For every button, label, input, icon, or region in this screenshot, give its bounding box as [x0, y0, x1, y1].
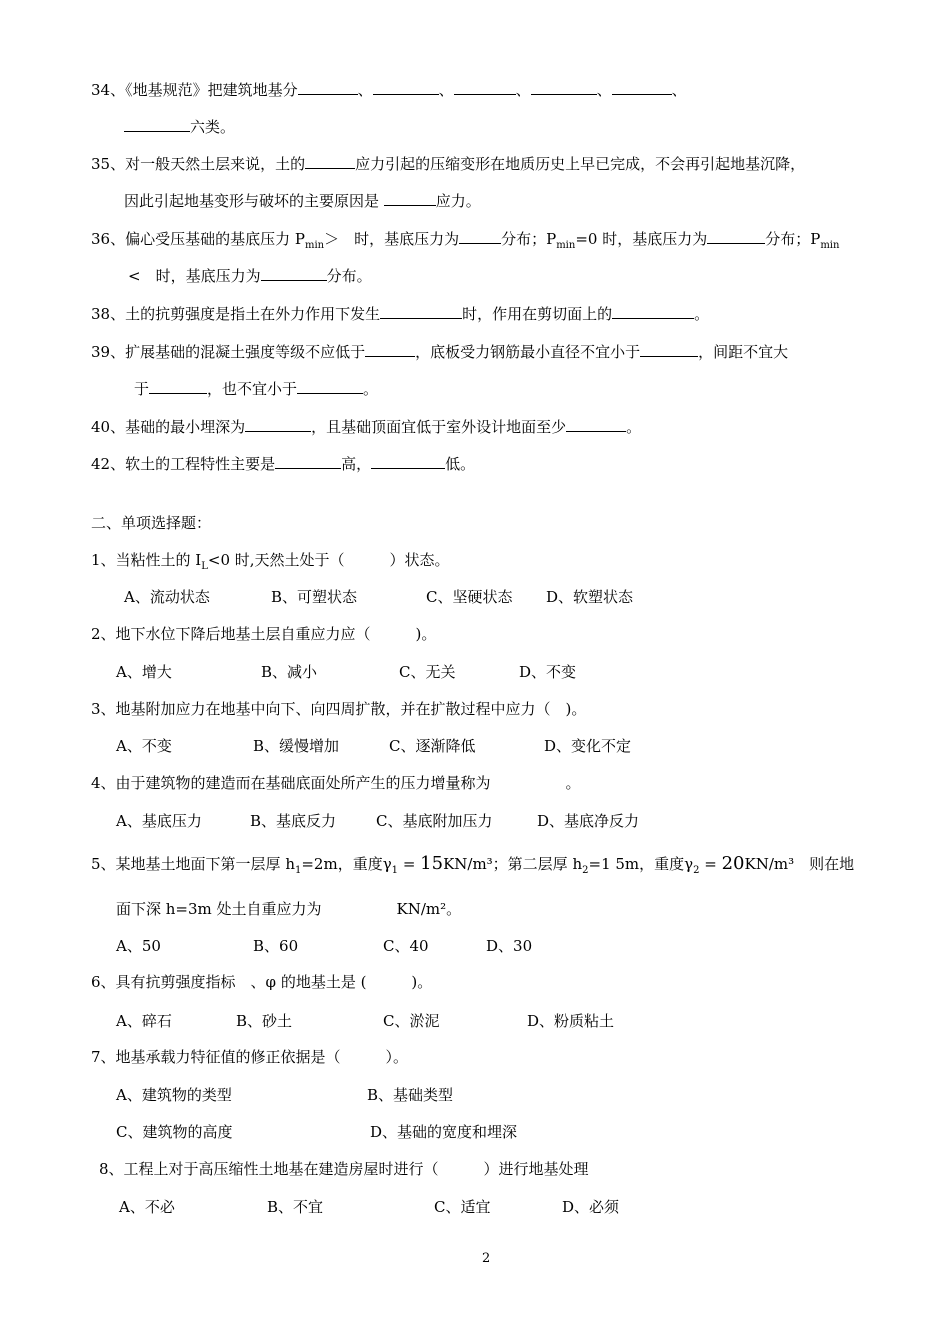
- answer-blank[interactable]: [531, 80, 597, 95]
- answer-blank[interactable]: [261, 266, 327, 281]
- mc-question-1: 1、当粘性土的 $I_L<0$ 时,天然土处于（ ）状态。: [91, 551, 450, 572]
- page-number: 2: [482, 1251, 491, 1266]
- option-c[interactable]: C、无关: [399, 663, 456, 681]
- mc-question-5-line-1: 5、某地基土地面下第一层厚 $h_1=2m$，重度$\gamma_1 = 15KN/m^3$；第二层厚 $h_2=1$ 5m，重度$\gamma_2 = 20KN/m^3$ 则在地: [91, 853, 855, 876]
- mc-question-4: 4、由于建筑物的建造而在基础底面处所产生的压力增量称为 。: [91, 774, 581, 792]
- mc-question-7: 7、地基承载力特征值的修正依据是（ ）。: [91, 1048, 409, 1066]
- section-heading: 二、单项选择题：: [91, 514, 212, 532]
- question-36-line-2: < 时，基底压力为 分布。: [128, 267, 372, 285]
- answer-blank[interactable]: [305, 154, 355, 169]
- answer-blank[interactable]: [298, 80, 358, 95]
- question-35-line-2: 因此引起地基变形与破坏的主要原因是 应力。: [124, 192, 481, 210]
- option-b[interactable]: B、基础类型: [367, 1086, 454, 1104]
- option-c[interactable]: C、逐渐降低: [389, 737, 476, 755]
- option-c[interactable]: C、淤泥: [383, 1012, 440, 1030]
- answer-blank[interactable]: [371, 454, 445, 469]
- answer-blank[interactable]: [707, 229, 765, 244]
- option-d[interactable]: D、基础的宽度和埋深: [370, 1123, 518, 1141]
- option-a[interactable]: A、基底压力: [116, 812, 202, 830]
- option-a[interactable]: A、增大: [116, 663, 172, 681]
- answer-blank[interactable]: [640, 342, 698, 357]
- question-34-line-2: 六类。: [124, 117, 235, 135]
- answer-blank[interactable]: [384, 191, 436, 206]
- option-d[interactable]: D、粉质粘土: [527, 1012, 615, 1030]
- option-d[interactable]: D、软塑状态: [546, 588, 634, 606]
- option-c[interactable]: C、坚硬状态: [426, 588, 513, 606]
- option-b[interactable]: B、不宜: [267, 1198, 324, 1216]
- question-39-line-2: 于 ，也不宜小于 。: [134, 380, 379, 398]
- mc-question-6: 6、具有抗剪强度指标 、φ 的地基土是 ( )。: [91, 973, 433, 991]
- option-c[interactable]: C、建筑物的高度: [116, 1123, 233, 1141]
- question-39-line-1: 39、扩展基础的混凝土强度等级不应低于 ，底板受力钢筋最小直径不宜小于 ，间距不宜大: [91, 343, 789, 361]
- option-d[interactable]: D、基底净反力: [537, 812, 640, 830]
- answer-blank[interactable]: [297, 379, 363, 394]
- option-b[interactable]: B、可塑状态: [271, 588, 358, 606]
- answer-blank[interactable]: [566, 417, 626, 432]
- option-b[interactable]: B、60: [253, 937, 299, 955]
- answer-blank[interactable]: [459, 229, 501, 244]
- option-c[interactable]: C、40: [383, 937, 429, 955]
- option-d[interactable]: D、必须: [562, 1198, 620, 1216]
- answer-blank[interactable]: [612, 304, 694, 319]
- option-a[interactable]: A、流动状态: [124, 588, 210, 606]
- answer-blank[interactable]: [149, 379, 207, 394]
- option-a[interactable]: A、碎石: [116, 1012, 172, 1030]
- mc-question-8: 8、工程上对于高压缩性土地基在建造房屋时进行（ ）进行地基处理: [99, 1160, 589, 1178]
- question-42: 42、软土的工程特性主要是 高， 低。: [91, 455, 476, 473]
- mc-question-5-line-2: 面下深 h=3m 处土自重应力为 KN/m²。: [116, 900, 462, 918]
- question-38: 38、土的抗剪强度是指土在外力作用下发生 时，作用在剪切面上的 。: [91, 305, 710, 323]
- option-c[interactable]: C、适宜: [434, 1198, 491, 1216]
- option-d[interactable]: D、变化不定: [544, 737, 632, 755]
- option-a[interactable]: A、不必: [119, 1198, 175, 1216]
- option-b[interactable]: B、减小: [261, 663, 318, 681]
- option-d[interactable]: D、30: [486, 937, 533, 955]
- option-a[interactable]: A、50: [116, 937, 161, 955]
- answer-blank[interactable]: [275, 454, 341, 469]
- question-35-line-1: 35、对一般天然土层来说，土的 应力引起的压缩变形在地质历史上早已完成，不会再引起地基沉降，: [91, 155, 806, 173]
- option-b[interactable]: B、基底反力: [250, 812, 337, 830]
- mc-question-3: 3、地基附加应力在地基中向下、向四周扩散，并在扩散过程中应力（ )。: [91, 700, 587, 718]
- question-40: 40、基础的最小埋深为 ，且基础顶面宜低于室外设计地面至少 。: [91, 418, 642, 436]
- option-b[interactable]: B、缓慢增加: [253, 737, 340, 755]
- answer-blank[interactable]: [365, 342, 415, 357]
- option-d[interactable]: D、不变: [519, 663, 577, 681]
- question-34-line-1: 34、《地基规范》把建筑地基分 、 、 、 、 、: [91, 81, 687, 99]
- option-c[interactable]: C、基底附加压力: [376, 812, 493, 830]
- option-b[interactable]: B、砂土: [236, 1012, 293, 1030]
- question-36-line-1: 36、偏心受压基础的基底压力 $P_{min}>$ 时，基底压力为 分布；$P_{min}=0$ 时，基底压力为 分布；$P_{min}$: [91, 230, 840, 251]
- answer-blank[interactable]: [612, 80, 672, 95]
- answer-blank[interactable]: [454, 80, 516, 95]
- option-a[interactable]: A、建筑物的类型: [116, 1086, 232, 1104]
- answer-blank[interactable]: [373, 80, 439, 95]
- option-a[interactable]: A、不变: [116, 737, 172, 755]
- answer-blank[interactable]: [380, 304, 462, 319]
- mc-question-2: 2、地下水位下降后地基土层自重应力应（ )。: [91, 625, 437, 643]
- answer-blank[interactable]: [124, 117, 190, 132]
- answer-blank[interactable]: [245, 417, 311, 432]
